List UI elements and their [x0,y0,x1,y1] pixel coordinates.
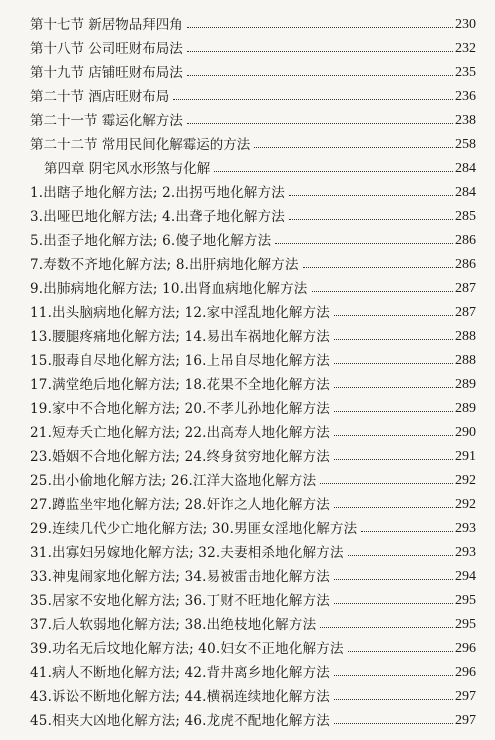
dot-leader [320,483,453,484]
dot-leader [334,507,453,508]
toc-entry-label: 19.家中不合地化解方法; 20.不孝儿孙地化解方法 [30,400,330,417]
toc-entry-label: 第四章 阴宅风水形煞与化解 [44,160,211,177]
toc-method-row [30,272,476,296]
toc-entry-label: 9.出肺病地化解方法; 10.出肾血病地化解方法 [30,280,308,297]
toc-method-row [30,632,476,656]
dot-leader [361,531,453,532]
toc-method-row [30,608,476,632]
toc-entry-label: 37.后人软弱地化解方法; 38.出绝枝地化解方法 [30,616,317,633]
toc-page-number: 288 [455,329,476,344]
dot-leader [320,627,453,628]
toc-entry-label: 27.蹲监坐牢地化解方法; 28.奸诈之人地化解方法 [30,496,330,513]
toc-page-number: 230 [455,17,476,32]
toc-page-number: 236 [455,89,476,104]
toc-page-number: 296 [455,665,476,680]
toc-page-number: 285 [455,209,476,224]
toc-page-number: 291 [455,449,476,464]
dot-leader [334,387,453,388]
toc-method-row [30,584,476,608]
dot-leader [289,219,453,220]
toc-method-row [30,512,476,536]
dot-leader [214,171,453,172]
toc-page-number: 297 [455,689,476,704]
toc-page-number: 287 [455,305,476,320]
toc-page-number: 295 [455,593,476,608]
toc-page-number: 294 [455,569,476,584]
toc-section-row [30,128,476,152]
dot-leader [334,579,453,580]
toc-entry-label: 第二十一节 霉运化解方法 [30,112,183,129]
toc-page-number: 286 [455,257,476,272]
toc-entry-label: 1.出瞎子地化解方法; 2.出拐丐地化解方法 [30,184,285,201]
toc-page-number: 289 [455,377,476,392]
dot-leader [187,51,453,52]
toc-entry-label: 23.婚姻不合地化解方法; 24.终身贫穷地化解方法 [30,448,330,465]
toc-method-row [30,416,476,440]
toc-method-row [30,320,476,344]
toc-page-number: 286 [455,233,476,248]
toc-section-row [30,104,476,128]
dot-leader [303,267,453,268]
dot-leader [187,27,453,28]
toc-page-number: 238 [455,113,476,128]
dot-leader [334,723,453,724]
dot-leader [334,339,453,340]
toc-method-row [30,488,476,512]
toc-entry-label: 43.诉讼不断地化解方法; 44.横祸连续地化解方法 [30,688,330,705]
dot-leader [348,651,453,652]
dot-leader [334,315,453,316]
toc-entry-label: 第十七节 新居物品拜四角 [30,16,183,33]
toc-method-row [30,344,476,368]
toc-page-number: 290 [455,425,476,440]
toc-page-number: 235 [455,65,476,80]
dot-leader [334,411,453,412]
toc-chapter-row [30,152,476,176]
toc-entry-label: 17.满堂绝后地化解方法; 18.花果不全地化解方法 [30,376,330,393]
toc-method-row [30,536,476,560]
toc-entry-label: 31.出寡妇另嫁地化解方法; 32.夫妻相杀地化解方法 [30,544,344,561]
toc-method-row [30,224,476,248]
toc-method-row [30,296,476,320]
toc-page-number: 297 [455,713,476,728]
toc-page-number: 292 [455,497,476,512]
toc-entry-label: 5.出歪子地化解方法; 6.傻子地化解方法 [30,232,272,249]
toc-method-row [30,200,476,224]
toc-method-row [30,248,476,272]
toc-page-number: 288 [455,353,476,368]
toc-method-row [30,464,476,488]
dot-leader [348,555,453,556]
toc-method-row [30,560,476,584]
toc-method-row [30,704,476,728]
toc-section-row [30,56,476,80]
toc-entry-label: 11.出头脑病地化解方法; 12.家中淫乱地化解方法 [30,304,330,321]
toc-section-row [30,80,476,104]
toc-entry-label: 39.功名无后坟地化解方法; 40.妇女不正地化解方法 [30,640,344,657]
toc-page-number: 287 [455,281,476,296]
dot-leader [173,99,453,100]
toc-entry-label: 第十八节 公司旺财布局法 [30,40,183,57]
toc-page-number: 292 [455,473,476,488]
dot-leader [275,243,453,244]
toc-entry-label: 45.相夹大凶地化解方法; 46.龙虎不配地化解方法 [30,712,330,729]
toc-page-number: 293 [455,521,476,536]
toc-entry-label: 33.神鬼闹家地化解方法; 34.易被雷击地化解方法 [30,568,330,585]
toc-page-number: 296 [455,641,476,656]
toc-page-number: 289 [455,401,476,416]
toc-entry-label: 35.居家不安地化解方法; 36.丁财不旺地化解方法 [30,592,330,609]
dot-leader [334,363,453,364]
dot-leader [187,75,453,76]
toc-page-number: 284 [455,185,476,200]
dot-leader [187,123,453,124]
toc-page-number: 284 [455,161,476,176]
toc-section-row [30,8,476,32]
toc-method-row [30,392,476,416]
toc-entry-label: 第二十节 酒店旺财布局 [30,88,170,105]
toc-page-number: 258 [455,137,476,152]
toc-page-number: 295 [455,617,476,632]
dot-leader [254,147,453,148]
toc-method-row [30,656,476,680]
dot-leader [334,699,453,700]
toc-method-row [30,368,476,392]
dot-leader [334,603,453,604]
toc-entry-label: 15.服毒自尽地化解方法; 16.上吊自尽地化解方法 [30,352,330,369]
toc-entry-label: 第二十二节 常用民间化解霉运的方法 [30,136,251,153]
dot-leader [312,291,454,292]
toc-method-row [30,176,476,200]
toc-section-row [30,32,476,56]
toc-entry-label: 7.寿数不齐地化解方法; 8.出肝病地化解方法 [30,256,299,273]
dot-leader [334,675,453,676]
dot-leader [289,195,453,196]
toc-entry-label: 25.出小偷地化解方法; 26.江洋大盗地化解方法 [30,472,317,489]
table-of-contents [30,8,476,728]
toc-page-number: 232 [455,41,476,56]
dot-leader [334,459,453,460]
toc-page-number: 293 [455,545,476,560]
toc-entry-label: 13.腰腿疼痛地化解方法; 14.易出车祸地化解方法 [30,328,330,345]
toc-entry-label: 第十九节 店铺旺财布局法 [30,64,183,81]
toc-method-row [30,680,476,704]
toc-entry-label: 21.短寿夭亡地化解方法; 22.出高寿人地化解方法 [30,424,330,441]
dot-leader [334,435,453,436]
toc-entry-label: 41.病人不断地化解方法; 42.背井离乡地化解方法 [30,664,330,681]
toc-entry-label: 29.连续几代少亡地化解方法; 30.男匪女淫地化解方法 [30,520,358,537]
toc-entry-label: 3.出哑巴地化解方法; 4.出聋子地化解方法 [30,208,285,225]
toc-method-row [30,440,476,464]
